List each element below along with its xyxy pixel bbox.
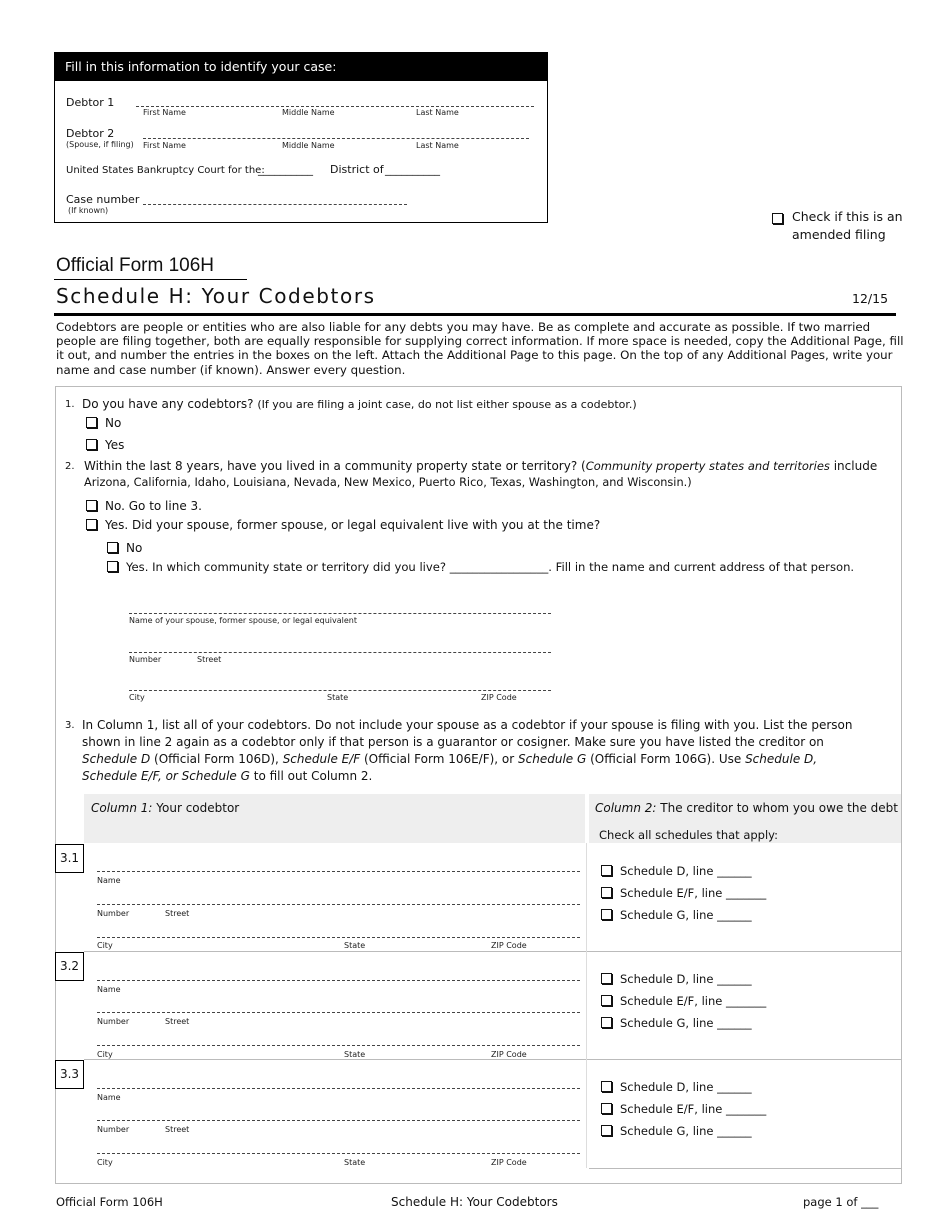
case-number-field[interactable] bbox=[143, 195, 407, 205]
spouse-name-label: Name of your spouse, former spouse, or legal equivalent bbox=[129, 616, 358, 625]
page-title: Schedule H: Your Codebtors bbox=[56, 284, 376, 308]
checkbox-icon bbox=[86, 439, 97, 450]
codebtor-zip-label: ZIP Code bbox=[491, 1158, 527, 1167]
form-version: 12/15 bbox=[852, 291, 889, 306]
column1-title: Column 1: Your codebtor bbox=[91, 801, 240, 815]
q3-number: 3. bbox=[65, 720, 75, 731]
spouse-number-label: Number bbox=[129, 655, 162, 664]
checkbox-icon bbox=[107, 542, 118, 553]
codebtor-name-label: Name bbox=[97, 985, 121, 994]
amended-filing-label-1: Check if this is an bbox=[792, 209, 903, 224]
column2-subtitle: Check all schedules that apply: bbox=[599, 828, 779, 842]
checkbox-icon bbox=[86, 417, 97, 428]
codebtor-name-label: Name bbox=[97, 1093, 121, 1102]
q2-text: Within the last 8 years, have you lived in a community property state or territory? (Community property states and territories include bbox=[84, 459, 878, 473]
codebtor-street-label: Street bbox=[165, 1125, 190, 1134]
debtor2-middle-name-label: Middle Name bbox=[282, 141, 335, 150]
spouse-name-field[interactable] bbox=[129, 604, 551, 614]
q2-sub-yes-option[interactable]: Yes. In which community state or territory did you live? _________________. Fill in the name and current address of that person. bbox=[107, 560, 854, 574]
checkbox-icon bbox=[86, 519, 97, 530]
codebtor-street-field[interactable] bbox=[97, 1111, 580, 1121]
codebtor-number-label: Number bbox=[97, 909, 130, 918]
schedule-g-checkbox[interactable]: Schedule G, line ______ bbox=[601, 1124, 752, 1138]
q1-number: 1. bbox=[65, 399, 75, 410]
title-underline bbox=[54, 279, 247, 280]
entry-divider bbox=[84, 1059, 902, 1060]
q2-no-option[interactable]: No. Go to line 3. bbox=[86, 499, 202, 513]
court-field[interactable]: __________ bbox=[258, 163, 313, 176]
checkbox-icon bbox=[601, 1081, 612, 1092]
q1-yes-option[interactable]: Yes bbox=[86, 438, 124, 452]
codebtor-city-label: City bbox=[97, 1158, 113, 1167]
court-label: United States Bankruptcy Court for the: bbox=[66, 165, 265, 176]
district-field[interactable]: __________ bbox=[385, 163, 440, 176]
schedule-ef-checkbox[interactable]: Schedule E/F, line _______ bbox=[601, 886, 766, 900]
codebtor-zip-label: ZIP Code bbox=[491, 1050, 527, 1059]
codebtor-street-label: Street bbox=[165, 1017, 190, 1026]
schedule-ef-checkbox[interactable]: Schedule E/F, line _______ bbox=[601, 994, 766, 1008]
checkbox-icon bbox=[601, 887, 612, 898]
entry-number-box: 3.1 bbox=[55, 844, 84, 873]
q2-text-line2: Arizona, California, Idaho, Louisiana, Nevada, New Mexico, Puerto Rico, Texas, Washington, and Wisconsin.) bbox=[84, 476, 692, 489]
schedule-g-checkbox[interactable]: Schedule G, line ______ bbox=[601, 1016, 752, 1030]
case-number-label: Case number bbox=[66, 193, 140, 206]
checkbox-icon bbox=[601, 1103, 612, 1114]
codebtor-zip-label: ZIP Code bbox=[491, 941, 527, 950]
column2-title: Column 2: The creditor to whom you owe the debt bbox=[595, 801, 898, 815]
checkbox-icon bbox=[772, 213, 783, 224]
checkbox-icon bbox=[601, 909, 612, 920]
q2-yes-option[interactable]: Yes. Did your spouse, former spouse, or legal equivalent live with you at the time? bbox=[86, 518, 600, 532]
debtor1-label: Debtor 1 bbox=[66, 96, 115, 109]
checkbox-icon bbox=[601, 865, 612, 876]
spouse-city-field[interactable] bbox=[129, 681, 551, 691]
codebtor-city-field[interactable] bbox=[97, 928, 580, 938]
codebtor-number-label: Number bbox=[97, 1125, 130, 1134]
codebtor-street-field[interactable] bbox=[97, 895, 580, 905]
official-form-number: Official Form 106H bbox=[56, 255, 215, 276]
checkbox-icon bbox=[601, 1125, 612, 1136]
debtor1-field[interactable] bbox=[136, 97, 534, 107]
codebtor-number-label: Number bbox=[97, 1017, 130, 1026]
entry-divider bbox=[589, 1168, 902, 1169]
debtor1-first-name-label: First Name bbox=[143, 108, 186, 117]
codebtor-city-field[interactable] bbox=[97, 1036, 580, 1046]
district-label: District of bbox=[330, 163, 384, 176]
column-separator bbox=[586, 843, 587, 1168]
codebtor-street-label: Street bbox=[165, 909, 190, 918]
checkbox-icon bbox=[601, 1017, 612, 1028]
debtor1-middle-name-label: Middle Name bbox=[282, 108, 335, 117]
codebtor-name-field[interactable] bbox=[97, 971, 580, 981]
codebtor-state-label: State bbox=[344, 1158, 366, 1167]
codebtor-city-field[interactable] bbox=[97, 1144, 580, 1154]
case-number-sub-label: (If known) bbox=[68, 206, 109, 215]
debtor2-last-name-label: Last Name bbox=[416, 141, 459, 150]
case-info-heading: Fill in this information to identify your case: bbox=[55, 53, 547, 81]
footer-form-number: Official Form 106H bbox=[56, 1195, 163, 1209]
footer-page-number: page 1 of ___ bbox=[803, 1195, 879, 1209]
codebtor-state-label: State bbox=[344, 941, 366, 950]
entry-number-box: 3.2 bbox=[55, 952, 84, 981]
codebtor-name-field[interactable] bbox=[97, 862, 580, 872]
codebtor-state-label: State bbox=[344, 1050, 366, 1059]
checkbox-icon bbox=[86, 500, 97, 511]
debtor2-first-name-label: First Name bbox=[143, 141, 186, 150]
debtor2-field[interactable] bbox=[143, 129, 529, 139]
spouse-street-field[interactable] bbox=[129, 643, 551, 653]
amended-filing-checkbox[interactable] bbox=[772, 208, 791, 227]
codebtor-name-label: Name bbox=[97, 876, 121, 885]
entry-number-box: 3.3 bbox=[55, 1060, 84, 1089]
q1-text: Do you have any codebtors? (If you are filing a joint case, do not list either spouse as a codebtor.) bbox=[82, 397, 637, 411]
debtor1-last-name-label: Last Name bbox=[416, 108, 459, 117]
spouse-street-label: Street bbox=[197, 655, 222, 664]
checkbox-icon bbox=[107, 561, 118, 572]
schedule-d-checkbox[interactable]: Schedule D, line ______ bbox=[601, 972, 752, 986]
q2-number: 2. bbox=[65, 461, 75, 472]
codebtor-name-field[interactable] bbox=[97, 1079, 580, 1089]
schedule-g-checkbox[interactable]: Schedule G, line ______ bbox=[601, 908, 752, 922]
title-rule bbox=[54, 313, 896, 316]
q1-no-option[interactable]: No bbox=[86, 416, 121, 430]
debtor2-sub-label: (Spouse, if filing) bbox=[66, 140, 134, 149]
amended-filing-label-2: amended filing bbox=[792, 227, 886, 242]
debtor2-label: Debtor 2 bbox=[66, 127, 115, 140]
community-state-field[interactable]: _________________ bbox=[449, 560, 549, 574]
schedule-d-checkbox[interactable]: Schedule D, line ______ bbox=[601, 1080, 752, 1094]
intro-text: Codebtors are people or entities who are also liable for any debts you may have. Be as complete and accurate as possible. If two married people are filing together, both are equally responsible for supplying correct information. If more space is needed, copy the Additional Page, fill it out, and number the entries in the boxes on the left. Attach the Additional Page to this page. On the top of any Additional Pages, write your name and case number (if known). Answer every question. bbox=[56, 320, 904, 377]
spouse-state-label: State bbox=[327, 693, 349, 702]
q3-text: In Column 1, list all of your codebtors. Do not include your spouse as a codebtor if your spouse is filing with you. List the person shown in line 2 again as a codebtor only if that person is a guarantor or cosigner. Make sure you have listed the creditor on Schedule D (Official Form 106D), Schedule E/F (Official Form 106E/F), or Schedule G (Official Form 106G). Use Schedule D, Schedule E/F, or Schedule G to fill out Column 2. bbox=[82, 718, 853, 783]
codebtor-city-label: City bbox=[97, 1050, 113, 1059]
spouse-zip-label: ZIP Code bbox=[481, 693, 517, 702]
schedule-d-checkbox[interactable]: Schedule D, line ______ bbox=[601, 864, 752, 878]
entry-divider bbox=[84, 951, 902, 952]
q2-sub-no-option[interactable]: No bbox=[107, 541, 142, 555]
spouse-city-label: City bbox=[129, 693, 145, 702]
checkbox-icon bbox=[601, 973, 612, 984]
codebtor-city-label: City bbox=[97, 941, 113, 950]
codebtor-street-field[interactable] bbox=[97, 1003, 580, 1013]
footer-form-title: Schedule H: Your Codebtors bbox=[391, 1195, 558, 1209]
checkbox-icon bbox=[601, 995, 612, 1006]
schedule-ef-checkbox[interactable]: Schedule E/F, line _______ bbox=[601, 1102, 766, 1116]
